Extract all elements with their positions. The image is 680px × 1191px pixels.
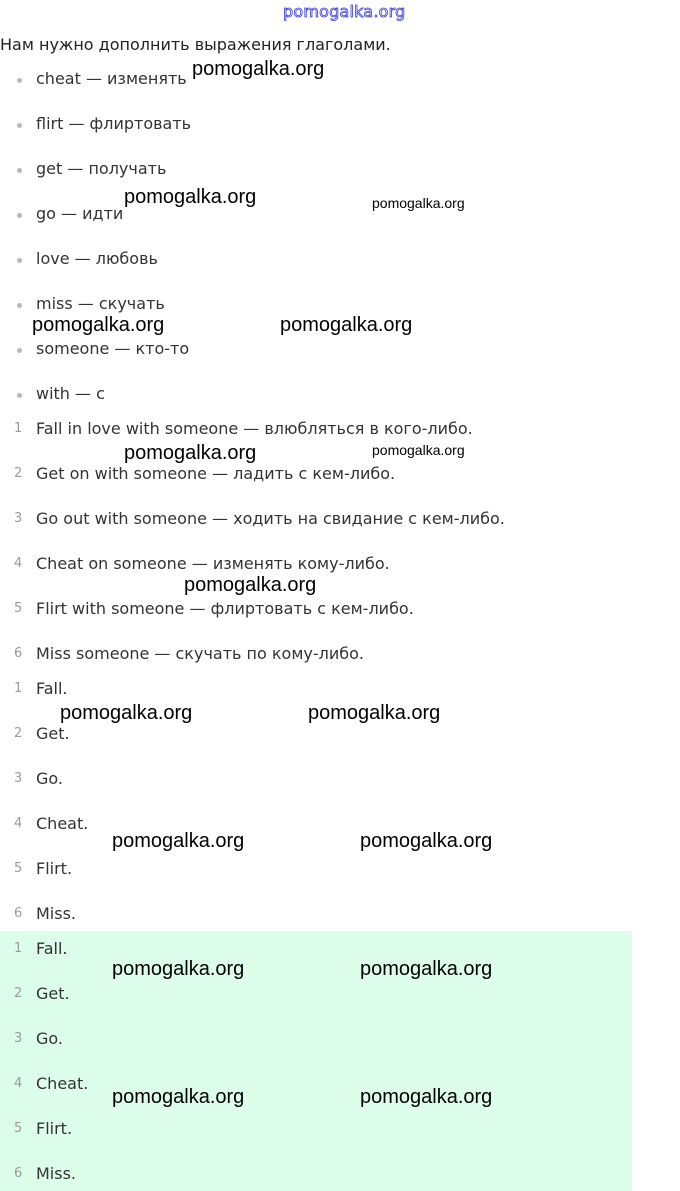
- watermark: pomogalka.org: [360, 958, 493, 980]
- watermark: pomogalka.org: [360, 1086, 493, 1108]
- bullet-icon: [17, 393, 22, 398]
- watermark: pomogalka.org: [112, 830, 245, 852]
- answer-block: [0, 931, 632, 1191]
- bullet-icon: [17, 303, 22, 308]
- bullet-icon: [17, 258, 22, 263]
- bullet-icon: [17, 348, 22, 353]
- bullet-icon: [17, 123, 22, 128]
- site-logo[interactable]: pomogalka.org: [283, 2, 406, 21]
- bullet-icon: [17, 78, 22, 83]
- watermark: pomogalka.org: [192, 58, 325, 80]
- watermark: pomogalka.org: [124, 186, 257, 208]
- bullet-icon: [17, 168, 22, 173]
- watermark: pomogalka.org: [372, 442, 465, 458]
- watermark: pomogalka.org: [60, 702, 193, 724]
- intro-text: Нам нужно дополнить выражения глаголами.: [0, 35, 391, 54]
- watermark: pomogalka.org: [112, 958, 245, 980]
- watermark: pomogalka.org: [32, 314, 165, 336]
- watermark: pomogalka.org: [112, 1086, 245, 1108]
- watermark: pomogalka.org: [360, 830, 493, 852]
- watermark: pomogalka.org: [184, 574, 317, 596]
- watermark: pomogalka.org: [308, 702, 441, 724]
- watermark: pomogalka.org: [124, 442, 257, 464]
- watermark: pomogalka.org: [280, 314, 413, 336]
- watermark: pomogalka.org: [372, 195, 465, 211]
- bullet-icon: [17, 213, 22, 218]
